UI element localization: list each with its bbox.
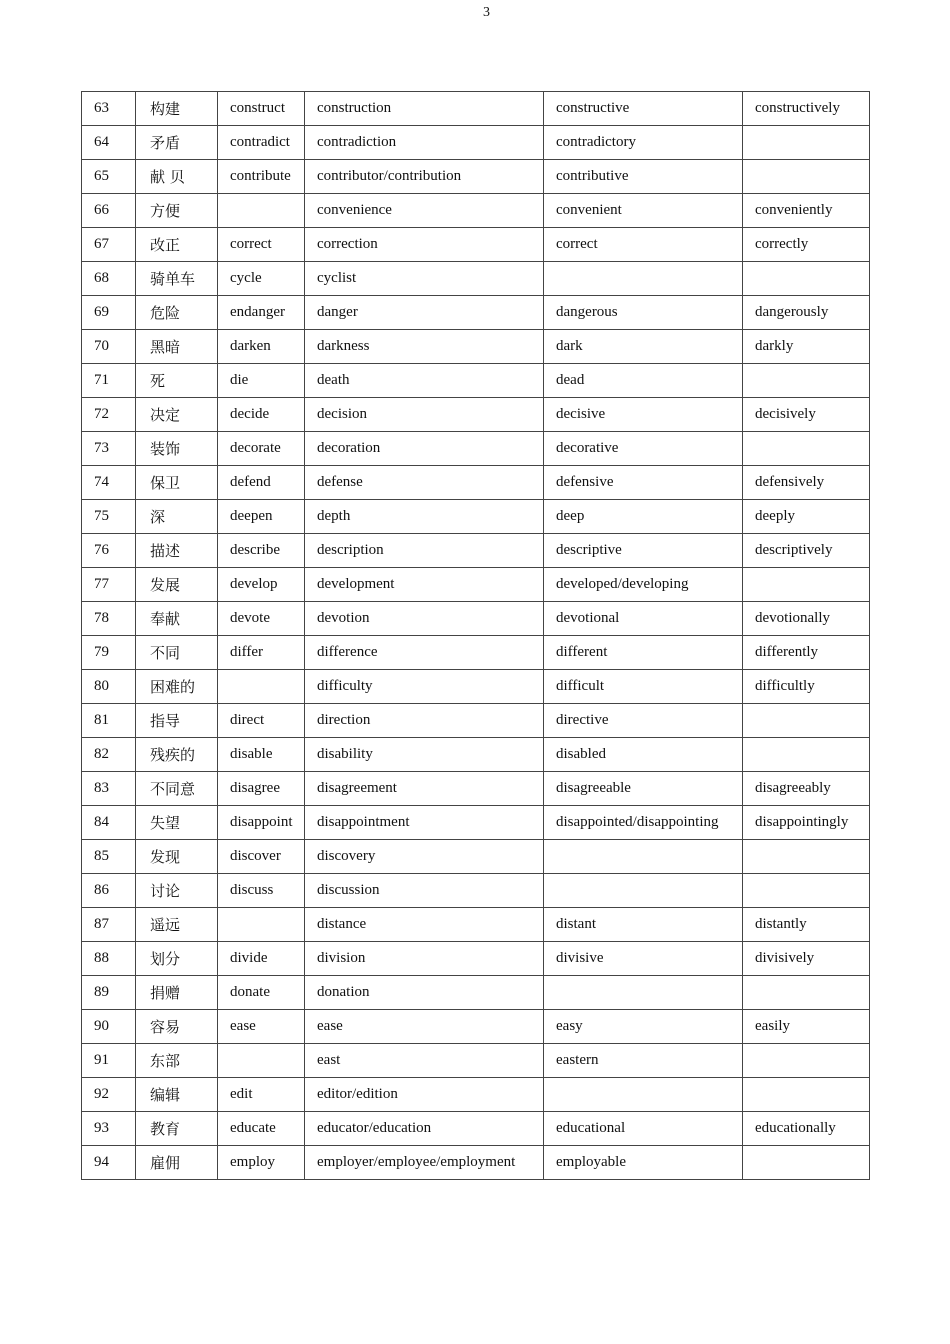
chinese-meaning: 遥远 (136, 908, 218, 942)
verb-form: construct (218, 92, 305, 126)
verb-form: endanger (218, 296, 305, 330)
table-row (82, 636, 870, 670)
vocabulary-table (81, 91, 870, 1180)
chinese-meaning: 奉献 (136, 602, 218, 636)
adjective-form: convenient (544, 194, 743, 228)
adverb-form: devotionally (743, 602, 870, 636)
adverb-form: decisively (743, 398, 870, 432)
verb-form: describe (218, 534, 305, 568)
row-number: 76 (82, 534, 136, 568)
chinese-meaning: 献 贝 (136, 160, 218, 194)
table-row (82, 364, 870, 398)
table-row (82, 1112, 870, 1146)
row-number: 68 (82, 262, 136, 296)
verb-form: disappoint (218, 806, 305, 840)
chinese-meaning: 方便 (136, 194, 218, 228)
adjective-form: difficult (544, 670, 743, 704)
adjective-form: dark (544, 330, 743, 364)
chinese-meaning: 教育 (136, 1112, 218, 1146)
adverb-form (743, 160, 870, 194)
adjective-form (544, 840, 743, 874)
noun-form: decoration (305, 432, 544, 466)
verb-form: correct (218, 228, 305, 262)
adverb-form (743, 840, 870, 874)
noun-form: defense (305, 466, 544, 500)
adverb-form (743, 1044, 870, 1078)
verb-form (218, 908, 305, 942)
adjective-form: decisive (544, 398, 743, 432)
verb-form: ease (218, 1010, 305, 1044)
row-number: 91 (82, 1044, 136, 1078)
row-number: 64 (82, 126, 136, 160)
noun-form: direction (305, 704, 544, 738)
noun-form: discussion (305, 874, 544, 908)
table-row (82, 976, 870, 1010)
chinese-meaning: 保卫 (136, 466, 218, 500)
row-number: 73 (82, 432, 136, 466)
chinese-meaning: 不同意 (136, 772, 218, 806)
table-row (82, 772, 870, 806)
table-row (82, 908, 870, 942)
chinese-meaning: 编辑 (136, 1078, 218, 1112)
adverb-form: defensively (743, 466, 870, 500)
row-number: 65 (82, 160, 136, 194)
row-number: 87 (82, 908, 136, 942)
chinese-meaning: 困难的 (136, 670, 218, 704)
adjective-form: divisive (544, 942, 743, 976)
chinese-meaning: 死 (136, 364, 218, 398)
table-row (82, 432, 870, 466)
row-number: 84 (82, 806, 136, 840)
adjective-form: contributive (544, 160, 743, 194)
adjective-form: eastern (544, 1044, 743, 1078)
row-number: 92 (82, 1078, 136, 1112)
noun-form: discovery (305, 840, 544, 874)
row-number: 88 (82, 942, 136, 976)
vocabulary-table-body (82, 92, 870, 1180)
noun-form: decision (305, 398, 544, 432)
noun-form: convenience (305, 194, 544, 228)
chinese-meaning: 深 (136, 500, 218, 534)
table-row (82, 1010, 870, 1044)
row-number: 67 (82, 228, 136, 262)
adjective-form: directive (544, 704, 743, 738)
noun-form: disagreement (305, 772, 544, 806)
chinese-meaning: 发展 (136, 568, 218, 602)
table-row (82, 942, 870, 976)
verb-form (218, 194, 305, 228)
chinese-meaning: 残疾的 (136, 738, 218, 772)
adjective-form: constructive (544, 92, 743, 126)
adverb-form (743, 568, 870, 602)
adjective-form: disagreeable (544, 772, 743, 806)
adverb-form (743, 364, 870, 398)
adverb-form: darkly (743, 330, 870, 364)
chinese-meaning: 改正 (136, 228, 218, 262)
noun-form: construction (305, 92, 544, 126)
verb-form: contribute (218, 160, 305, 194)
row-number: 71 (82, 364, 136, 398)
chinese-meaning: 捐赠 (136, 976, 218, 1010)
noun-form: distance (305, 908, 544, 942)
verb-form: direct (218, 704, 305, 738)
adjective-form (544, 976, 743, 1010)
row-number: 83 (82, 772, 136, 806)
noun-form: division (305, 942, 544, 976)
adjective-form (544, 874, 743, 908)
adjective-form: deep (544, 500, 743, 534)
adverb-form: disagreeably (743, 772, 870, 806)
verb-form: edit (218, 1078, 305, 1112)
noun-form: devotion (305, 602, 544, 636)
row-number: 72 (82, 398, 136, 432)
chinese-meaning: 构建 (136, 92, 218, 126)
table-row (82, 228, 870, 262)
adverb-form: constructively (743, 92, 870, 126)
adjective-form: developed/developing (544, 568, 743, 602)
noun-form: darkness (305, 330, 544, 364)
noun-form: educator/education (305, 1112, 544, 1146)
table-row (82, 874, 870, 908)
table-row (82, 92, 870, 126)
row-number: 90 (82, 1010, 136, 1044)
verb-form: disagree (218, 772, 305, 806)
verb-form: die (218, 364, 305, 398)
table-row (82, 534, 870, 568)
verb-form (218, 1044, 305, 1078)
verb-form: educate (218, 1112, 305, 1146)
chinese-meaning: 不同 (136, 636, 218, 670)
chinese-meaning: 指导 (136, 704, 218, 738)
noun-form: employer/employee/employment (305, 1146, 544, 1180)
adverb-form (743, 1078, 870, 1112)
row-number: 75 (82, 500, 136, 534)
adverb-form (743, 1146, 870, 1180)
noun-form: contributor/contribution (305, 160, 544, 194)
row-number: 78 (82, 602, 136, 636)
table-row (82, 840, 870, 874)
verb-form: deepen (218, 500, 305, 534)
noun-form: depth (305, 500, 544, 534)
verb-form: devote (218, 602, 305, 636)
table-row (82, 806, 870, 840)
adverb-form: distantly (743, 908, 870, 942)
adjective-form: correct (544, 228, 743, 262)
row-number: 82 (82, 738, 136, 772)
table-row (82, 1146, 870, 1180)
adjective-form: devotional (544, 602, 743, 636)
verb-form: donate (218, 976, 305, 1010)
verb-form: cycle (218, 262, 305, 296)
chinese-meaning: 黑暗 (136, 330, 218, 364)
adverb-form: dangerously (743, 296, 870, 330)
verb-form: contradict (218, 126, 305, 160)
adjective-form: distant (544, 908, 743, 942)
chinese-meaning: 讨论 (136, 874, 218, 908)
adjective-form: disabled (544, 738, 743, 772)
table-row (82, 1044, 870, 1078)
adverb-form (743, 976, 870, 1010)
table-row (82, 194, 870, 228)
chinese-meaning: 决定 (136, 398, 218, 432)
adjective-form (544, 262, 743, 296)
adjective-form: dangerous (544, 296, 743, 330)
adverb-form: easily (743, 1010, 870, 1044)
adjective-form: descriptive (544, 534, 743, 568)
row-number: 66 (82, 194, 136, 228)
table-row (82, 466, 870, 500)
verb-form: develop (218, 568, 305, 602)
table-row (82, 330, 870, 364)
row-number: 63 (82, 92, 136, 126)
noun-form: contradiction (305, 126, 544, 160)
chinese-meaning: 危险 (136, 296, 218, 330)
page-number: 3 (483, 5, 490, 20)
row-number: 86 (82, 874, 136, 908)
noun-form: danger (305, 296, 544, 330)
verb-form: disable (218, 738, 305, 772)
adjective-form: employable (544, 1146, 743, 1180)
adjective-form: easy (544, 1010, 743, 1044)
verb-form: discuss (218, 874, 305, 908)
noun-form: correction (305, 228, 544, 262)
adjective-form: different (544, 636, 743, 670)
table-row (82, 704, 870, 738)
adjective-form: decorative (544, 432, 743, 466)
adverb-form: divisively (743, 942, 870, 976)
table-row (82, 738, 870, 772)
adverb-form (743, 432, 870, 466)
verb-form: discover (218, 840, 305, 874)
adverb-form: differently (743, 636, 870, 670)
noun-form: death (305, 364, 544, 398)
row-number: 93 (82, 1112, 136, 1146)
verb-form: employ (218, 1146, 305, 1180)
noun-form: ease (305, 1010, 544, 1044)
table-row (82, 602, 870, 636)
adverb-form (743, 126, 870, 160)
chinese-meaning: 划分 (136, 942, 218, 976)
noun-form: cyclist (305, 262, 544, 296)
table-row (82, 160, 870, 194)
chinese-meaning: 雇佣 (136, 1146, 218, 1180)
adverb-form (743, 704, 870, 738)
table-row (82, 500, 870, 534)
noun-form: east (305, 1044, 544, 1078)
noun-form: development (305, 568, 544, 602)
chinese-meaning: 发现 (136, 840, 218, 874)
table-row (82, 670, 870, 704)
table-row (82, 126, 870, 160)
table-row (82, 262, 870, 296)
chinese-meaning: 矛盾 (136, 126, 218, 160)
verb-form: decide (218, 398, 305, 432)
adjective-form: contradictory (544, 126, 743, 160)
chinese-meaning: 容易 (136, 1010, 218, 1044)
adverb-form: difficultly (743, 670, 870, 704)
adjective-form: educational (544, 1112, 743, 1146)
noun-form: disappointment (305, 806, 544, 840)
adverb-form (743, 874, 870, 908)
adverb-form (743, 262, 870, 296)
noun-form: donation (305, 976, 544, 1010)
adverb-form: conveniently (743, 194, 870, 228)
table-row (82, 568, 870, 602)
adjective-form: dead (544, 364, 743, 398)
adjective-form: disappointed/disappointing (544, 806, 743, 840)
table-row (82, 1078, 870, 1112)
chinese-meaning: 描述 (136, 534, 218, 568)
noun-form: disability (305, 738, 544, 772)
row-number: 94 (82, 1146, 136, 1180)
table-row (82, 296, 870, 330)
row-number: 74 (82, 466, 136, 500)
table-row (82, 398, 870, 432)
noun-form: difficulty (305, 670, 544, 704)
chinese-meaning: 东部 (136, 1044, 218, 1078)
adverb-form: educationally (743, 1112, 870, 1146)
row-number: 69 (82, 296, 136, 330)
row-number: 79 (82, 636, 136, 670)
adverb-form: descriptively (743, 534, 870, 568)
verb-form: defend (218, 466, 305, 500)
verb-form (218, 670, 305, 704)
row-number: 89 (82, 976, 136, 1010)
adjective-form: defensive (544, 466, 743, 500)
adverb-form: correctly (743, 228, 870, 262)
adverb-form (743, 738, 870, 772)
chinese-meaning: 装饰 (136, 432, 218, 466)
adverb-form: deeply (743, 500, 870, 534)
chinese-meaning: 骑单车 (136, 262, 218, 296)
adverb-form: disappointingly (743, 806, 870, 840)
noun-form: description (305, 534, 544, 568)
chinese-meaning: 失望 (136, 806, 218, 840)
row-number: 70 (82, 330, 136, 364)
noun-form: difference (305, 636, 544, 670)
row-number: 81 (82, 704, 136, 738)
verb-form: darken (218, 330, 305, 364)
verb-form: decorate (218, 432, 305, 466)
verb-form: differ (218, 636, 305, 670)
noun-form: editor/edition (305, 1078, 544, 1112)
row-number: 80 (82, 670, 136, 704)
row-number: 85 (82, 840, 136, 874)
verb-form: divide (218, 942, 305, 976)
row-number: 77 (82, 568, 136, 602)
adjective-form (544, 1078, 743, 1112)
